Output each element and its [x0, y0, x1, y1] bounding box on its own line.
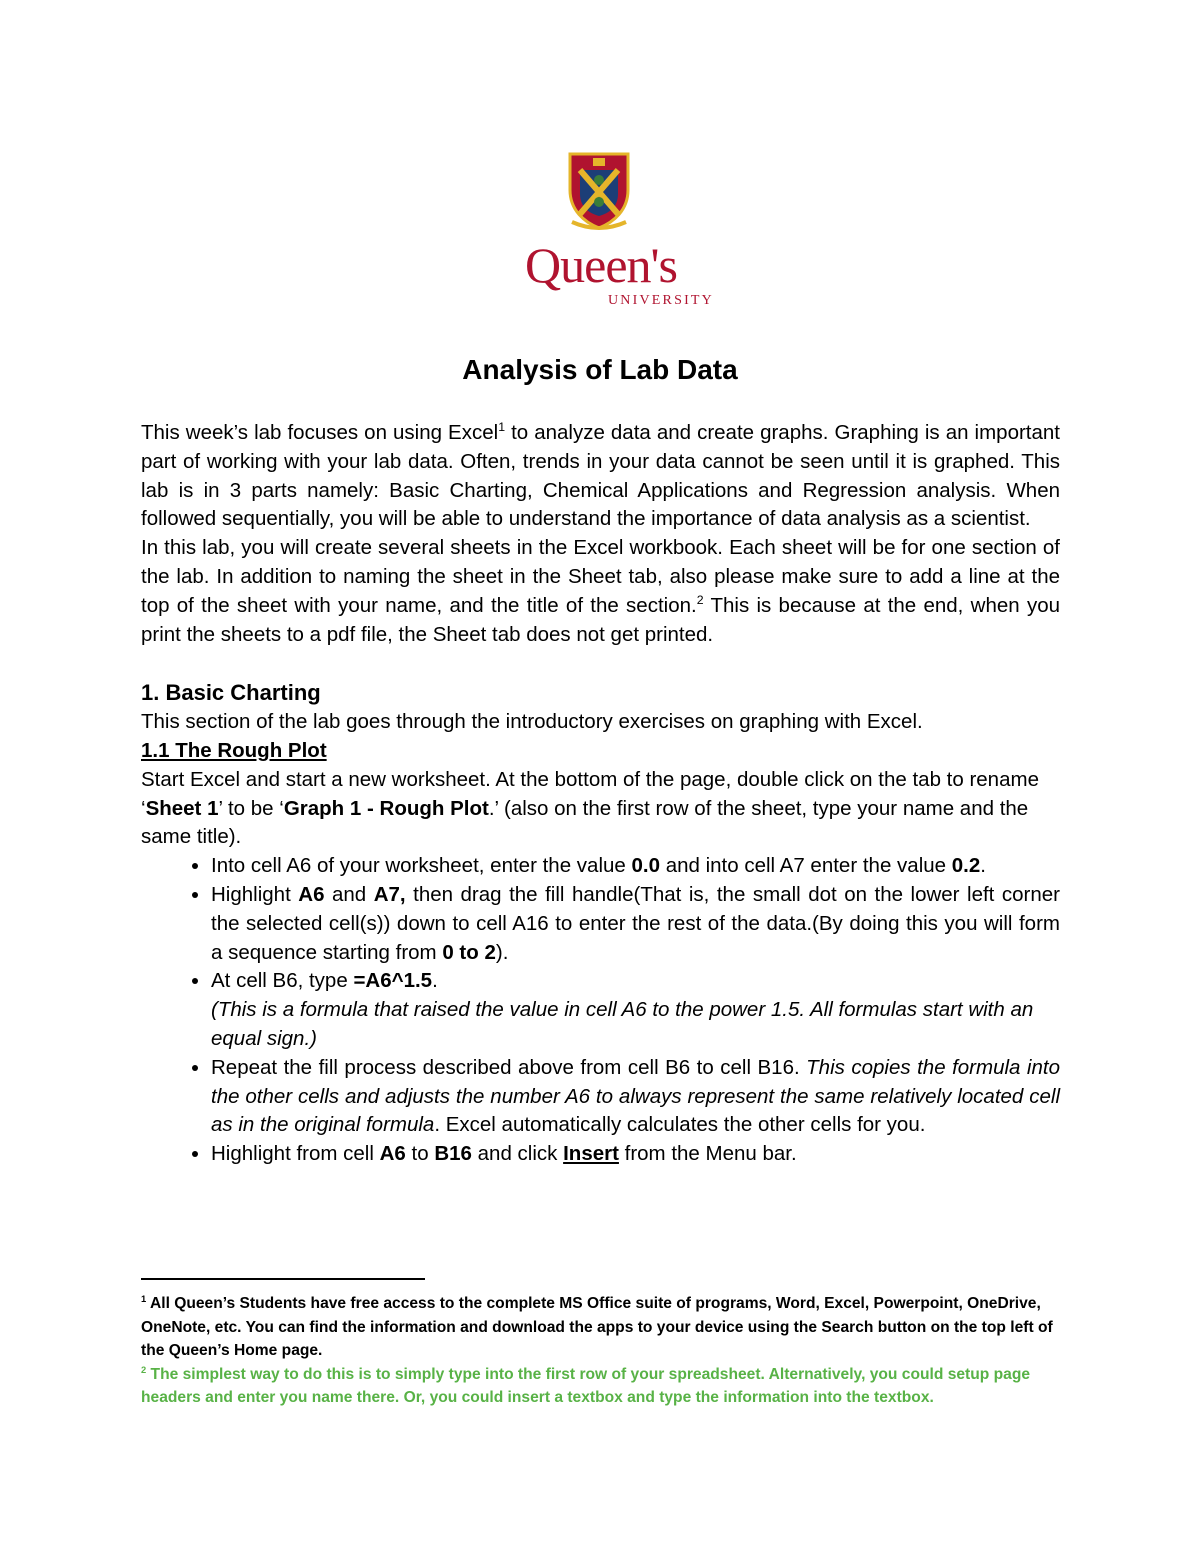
- list-item: [211, 852, 1060, 881]
- subsection-paragraph: [141, 766, 1060, 852]
- text: Graph 1 - Rough Plot: [283, 796, 489, 820]
- text: =A6^1.5: [353, 969, 433, 993]
- text: and click: [471, 1142, 564, 1166]
- text: .: [980, 854, 986, 878]
- footnote-mark: 1: [141, 1293, 147, 1304]
- intro-text: This week’s lab focuses on using Excel: [141, 421, 499, 444]
- footnotes: [141, 1292, 1060, 1410]
- text: ’ to be ‘: [218, 796, 284, 820]
- page-title: Analysis of Lab Data: [462, 354, 738, 385]
- list-item: [211, 881, 1060, 967]
- footnote-ref-1[interactable]: 1: [498, 420, 506, 435]
- subsection-heading: 1.1 The Rough Plot: [141, 738, 327, 762]
- text: . Excel automatically calculates the other cells for you.: [434, 1113, 926, 1137]
- text: ).: [495, 940, 509, 964]
- footnote-separator: [141, 1278, 425, 1280]
- footnote-1: [141, 1292, 1060, 1363]
- intro-paragraph-1: [141, 419, 1060, 534]
- text: Sheet 1: [145, 796, 219, 820]
- text: Into cell A6 of your worksheet, enter the value: [211, 854, 632, 878]
- footnote-2: [141, 1363, 1060, 1410]
- footnote-ref-2[interactable]: 2: [696, 592, 704, 607]
- text: 0 to 2: [442, 940, 496, 964]
- text: to: [405, 1142, 435, 1166]
- section-intro: This section of the lab goes through the introductory exercises on graphing with Excel.: [141, 710, 923, 734]
- text: from the Menu bar.: [618, 1142, 797, 1166]
- text: A6: [298, 882, 325, 906]
- text: B16: [434, 1142, 472, 1166]
- text: 0.2: [951, 854, 981, 878]
- intro-text: In this lab, you will create several sheets in the Excel workbook. Each sheet will be for one section of the lab. In addition to naming the sheet in the Sheet tab, also please make sure to add a line at the top of the sheet with your name, and the title of the section.: [141, 536, 1060, 617]
- text: Repeat the fill process described above from cell B6 to cell B16.: [211, 1055, 807, 1079]
- logo-subtitle: UNIVERSITY: [608, 293, 714, 308]
- queens-university-logo: [488, 152, 714, 312]
- text: Insert: [563, 1142, 619, 1166]
- list-item: [211, 1054, 1060, 1140]
- list-item: [211, 967, 1060, 1053]
- footnote-text: The simplest way to do this is to simply type into the first row of your spreadsheet. Alternatively, you could setup page headers and enter you name there. Or, you could insert a textbox and type the information into the textbox.: [141, 1365, 1031, 1406]
- text: Highlight: [211, 882, 299, 906]
- text: This copies the formula into the other cells and adjusts the number A6 to always represent the same relatively located cell as in the original formula: [211, 1055, 1060, 1137]
- footnote-text: All Queen’s Students have free access to the complete MS Office suite of programs, Word, Excel, Powerpoint, OneDrive, OneNote, etc. You can find the information and download the apps to your device using the Search button on the top left of the Queen’s Home page.: [141, 1295, 1053, 1359]
- footnote-mark: 2: [141, 1364, 147, 1375]
- intro-text: to analyze data and create graphs. Graphing is an important part of working with your lab data. Often, trends in your data cannot be seen until it is graphed. This lab is in 3 parts namely: Basic Charting, Chemical Applications and Regression analysis. When followed sequentially, you will be able to understand the importance of data analysis as a scientist.: [141, 421, 1060, 531]
- instruction-list: [141, 852, 1060, 1169]
- text: A6: [379, 1142, 406, 1166]
- text: .’ (also on the first row of the sheet, type your name and the same title).: [141, 796, 1029, 849]
- text: 0.0: [631, 854, 660, 878]
- text: then drag the fill handle(That is, the small dot on the lower left corner the selected cell(s)) down to cell A16 to enter the rest of the data.(By doing this you will form a sequence starting from: [211, 882, 1060, 964]
- list-item: [211, 1140, 1060, 1169]
- text: Highlight from cell: [211, 1142, 380, 1166]
- intro-paragraph-2: [141, 534, 1060, 649]
- text: A7,: [373, 882, 406, 906]
- crest-icon: [566, 152, 632, 232]
- intro-text: This is because at the end, when you print the sheets to a pdf file, the Sheet tab does not get printed.: [141, 593, 1060, 646]
- section-heading: 1. Basic Charting: [141, 680, 321, 706]
- formula-note: (This is a formula that raised the value in cell A6 to the power 1.5. All formulas start with an equal sign.): [211, 998, 1034, 1050]
- text: and into cell A7 enter the value: [660, 854, 952, 878]
- text: .: [432, 969, 438, 993]
- text: At cell B6, type: [211, 969, 354, 993]
- document-body: [141, 419, 1060, 1169]
- text: Start Excel and start a new worksheet. At the bottom of the page, double click on the tab to rename ‘: [141, 767, 1039, 820]
- logo-wordmark: Queen's: [525, 237, 677, 293]
- text: and: [324, 882, 374, 906]
